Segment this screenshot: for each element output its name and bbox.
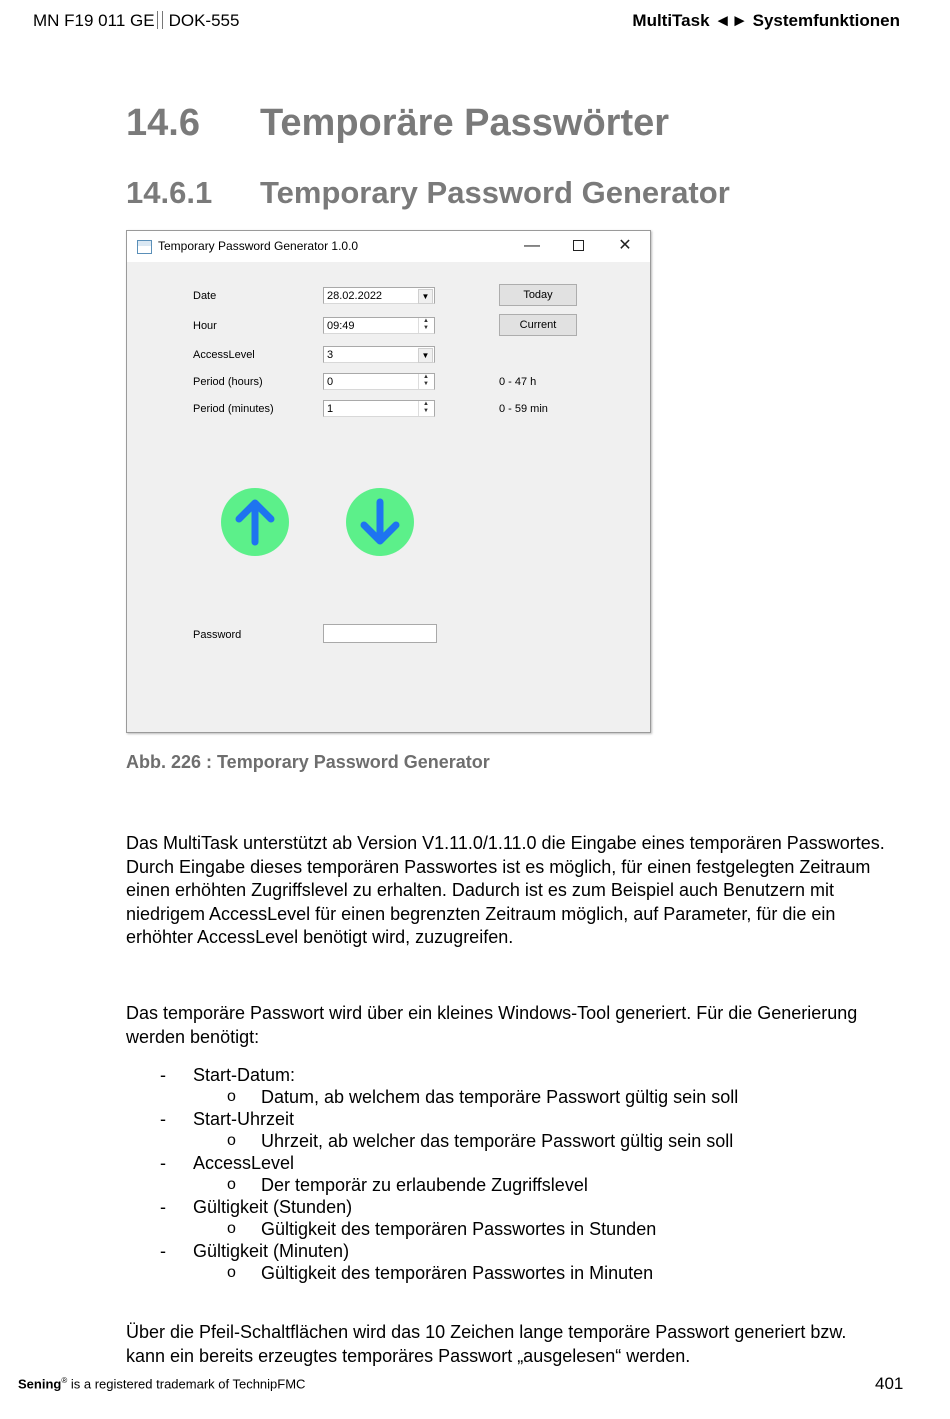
- list-subitem: o Gültigkeit des temporären Passwortes in Minuten: [227, 1263, 654, 1283]
- period-hours-label: Period (hours): [193, 376, 263, 388]
- date-value: 28.02.2022: [327, 290, 383, 302]
- hours-range-hint: 0 - 47 h: [499, 376, 537, 388]
- page-number: 401: [875, 1374, 904, 1393]
- section-heading: 14.6 Temporäre Passwörter: [126, 102, 670, 144]
- chevron-down-icon[interactable]: ▼: [418, 289, 433, 304]
- paragraph-line: kann ein bereits erzeugtes temporäres Passwort „ausgelesen“ werden.: [126, 1345, 691, 1366]
- requirements-paragraph: Das temporäre Passwort wird über ein kleines Windows-Tool generiert. Für die Generierung werden benötigt:: [126, 1003, 858, 1047]
- hour-value: 09:49: [327, 320, 355, 332]
- subsection-heading: 14.6.1 Temporary Password Generator: [126, 175, 730, 210]
- trademark-notice: Sening® is a registered trademark of TechnipFMC: [18, 1376, 306, 1392]
- access-level-label: AccessLevel: [193, 349, 255, 361]
- spinner-icon[interactable]: ▲ ▼: [418, 374, 433, 389]
- period-minutes-label: Period (minutes): [193, 403, 274, 415]
- window-titlebar: [127, 231, 650, 262]
- maximize-button[interactable]: [563, 235, 593, 257]
- hour-field[interactable]: [323, 317, 435, 334]
- access-level-value: 3: [327, 349, 334, 361]
- list-subitem: o Datum, ab welchem das temporäre Passwort gültig sein soll: [227, 1087, 739, 1107]
- generate-up-arrow-button[interactable]: [221, 488, 289, 556]
- minutes-range-hint: 0 - 59 min: [499, 403, 548, 415]
- password-generator-window: [126, 230, 651, 733]
- header-section: MultiTask ◄► Systemfunktionen: [632, 11, 900, 30]
- list-item: - Gültigkeit (Minuten): [160, 1241, 350, 1261]
- chevron-down-icon[interactable]: ▼: [418, 348, 433, 363]
- period-hours-value: 0: [327, 376, 334, 388]
- intro-paragraph: Das MultiTask unterstützt ab Version V1.11.0/1.11.0 die Eingabe eines temporären Passwortes. Durch Eingabe dieses temporären Passwortes ist es möglich, für einen festgelegten Zeitraum einen erhöhten Zugriffslevel zu erhalten. Dadurch ist es zum Beispiel auch Benutzern mit niedrigem AccessLevel für einen begrenzten Zeitraum möglich, auf Parameter, für die ein erhöhter AccessLevel benötigt wird, zuzugreifen.: [126, 833, 885, 947]
- arrow-buttons-paragraph: [126, 1321, 906, 1368]
- requirements-list: [126, 1064, 906, 1284]
- close-button[interactable]: ✕: [618, 237, 632, 254]
- list-item: - Start-Uhrzeit: [160, 1109, 295, 1129]
- figure-caption: Abb. 226 : Temporary Password Generator: [126, 752, 490, 772]
- access-level-select[interactable]: [323, 346, 435, 363]
- app-icon: [137, 240, 152, 254]
- password-label: Password: [193, 629, 242, 641]
- header-separator: [157, 11, 163, 29]
- today-button[interactable]: Today: [499, 284, 577, 306]
- maximize-icon: [573, 240, 584, 251]
- read-down-arrow-button[interactable]: [346, 488, 414, 556]
- current-button[interactable]: Current: [499, 314, 577, 336]
- spinner-icon[interactable]: ▲ ▼: [418, 401, 433, 416]
- list-subitem: o Uhrzeit, ab welcher das temporäre Passwort gültig sein soll: [227, 1131, 734, 1151]
- date-label: Date: [193, 290, 217, 302]
- date-picker[interactable]: [323, 287, 435, 304]
- header-doc-id: MN F19 011 GE DOK-555: [33, 11, 240, 30]
- minimize-button[interactable]: —: [524, 237, 540, 254]
- paragraph-line: Über die Pfeil-Schaltflächen wird das 10 Zeichen lange temporäre Passwort generiert bzw.: [126, 1322, 847, 1342]
- list-subitem: o Der temporär zu erlaubende Zugriffslevel: [227, 1175, 588, 1195]
- period-minutes-stepper[interactable]: [323, 400, 435, 417]
- list-item: - Start-Datum:: [160, 1065, 296, 1085]
- list-item: - AccessLevel: [160, 1153, 295, 1173]
- list-item: - Gültigkeit (Stunden): [160, 1197, 353, 1217]
- window-title: Temporary Password Generator 1.0.0: [158, 239, 359, 253]
- period-hours-stepper[interactable]: [323, 373, 435, 390]
- spinner-icon[interactable]: ▲ ▼: [418, 318, 433, 333]
- list-subitem: o Gültigkeit des temporären Passwortes in Stunden: [227, 1219, 657, 1239]
- hour-label: Hour: [193, 320, 217, 332]
- password-field[interactable]: [323, 624, 437, 643]
- period-minutes-value: 1: [327, 403, 334, 415]
